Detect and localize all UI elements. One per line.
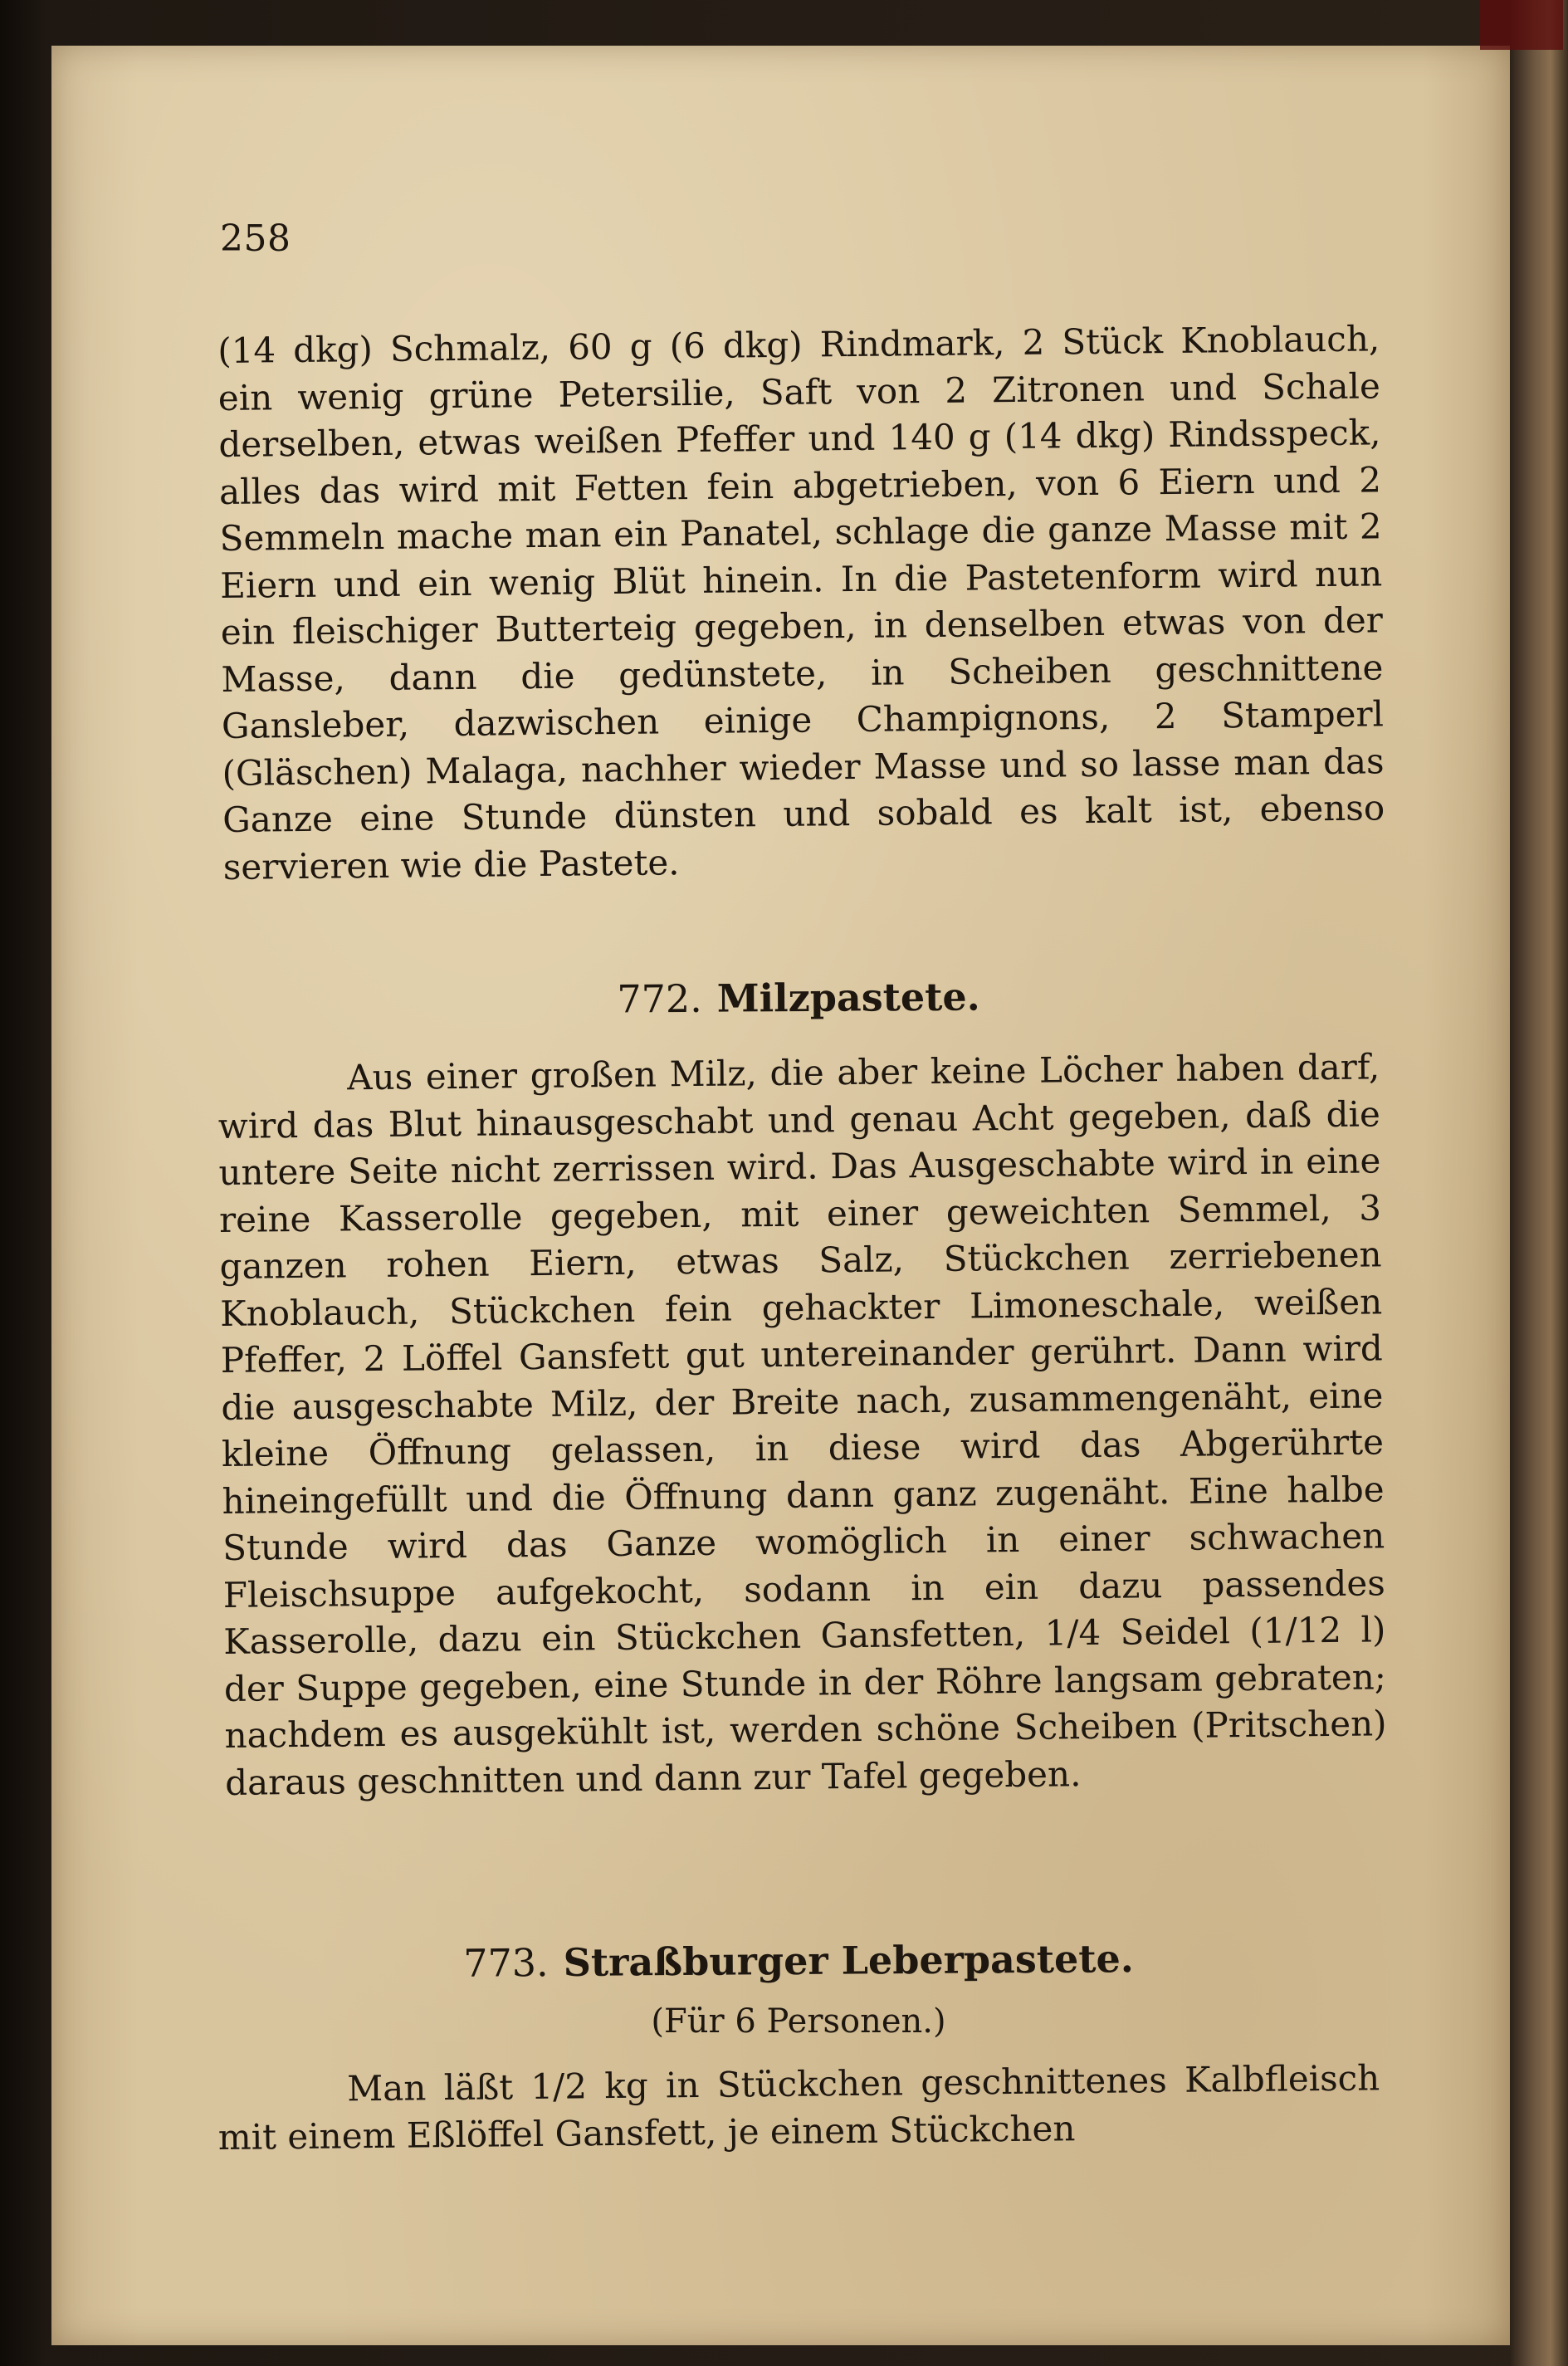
recipe-773-subtitle: (Für 6 Personen.) [651, 2002, 946, 2041]
recipe-772-title: Milzpastete. [716, 974, 980, 1021]
recipe-772-paragraph: Aus einer großen Milz, die aber keine Löcher haben darf, wird das Blut hinausgeschabt und genau Acht gegeben, daß die untere Seite nicht zerrissen wird. Das Ausgeschabte wird in eine reine Kasserolle gegeben, mit einer geweichten Semmel, 3 ganzen rohen Eiern, etwas Salz, Stückchen zerriebenen Knoblauch, Stückchen fein gehackter Limoneschale, weißen Pfeffer, 2 Löffel Gansfett gut untereinander gerührt. Dann wird die ausgeschabte Milz, der Breite nach, zusammengenäht, eine kleine Öffnung gelassen, in diese wird das Abgerührte hineingefüllt und die Öffnung dann ganz zugenäht. Eine halbe Stunde wird das Ganze womöglich in einer schwachen Fleischsuppe aufgekocht, sodann in ein dazu passendes Kasserolle, dazu ein Stückchen Gansfetten, 1/4 Seidel (1/12 l) der Suppe gegeben, eine Stunde in der Röhre langsam gebraten; nachdem es ausgekühlt ist, werden schöne Scheiben (Pritschen) daraus geschnitten und dann zur Tafel gegeben. [217, 1046, 1387, 1803]
bookmark-tab [1480, 0, 1563, 50]
recipe-773-heading [217, 1934, 1380, 1987]
page-number: 258 [220, 218, 291, 260]
recipe-772-heading [217, 971, 1380, 1024]
recipe-772-number: 772. [617, 975, 702, 1022]
recipe-773-title: Straßburger Leberpastete. [563, 1936, 1134, 1985]
recipe-773-paragraph: Man läßt 1/2 kg in Stückchen geschnittenes Kalbfleisch mit einem Eßlöffel Gansfett, je einem Stückchen [217, 2057, 1380, 2158]
book-gutter [1510, 0, 1568, 2366]
recipe-773-number: 773. [463, 1940, 549, 1986]
continuation-paragraph: (14 dkg) Schmalz, 60 g (6 dkg) Rindmark, 2 Stück Knoblauch, ein wenig grüne Petersilie, Saft von 2 Zitronen und Schale derselben, etwas weißen Pfeffer und 140 g (14 dkg) Rindsspeck, alles das wird mit Fetten fein abgetrieben, von 6 Eiern und 2 Semmeln mache man ein Panatel, schlage die ganze Masse mit 2 Eiern und ein wenig Blüt hinein. In die Pastetenform wird nun ein fleischiger Butterteig gegeben, in denselben etwas von der Masse, dann die gedünstete, in Scheiben geschnittene Gansleber, dazwischen einige Champignons, 2 Stamperl (Gläschen) Malaga, nachher wieder Masse und so lasse man das Ganze eine Stunde dünsten und sobald es kalt ist, ebenso servieren wie die Pastete. [217, 318, 1385, 887]
